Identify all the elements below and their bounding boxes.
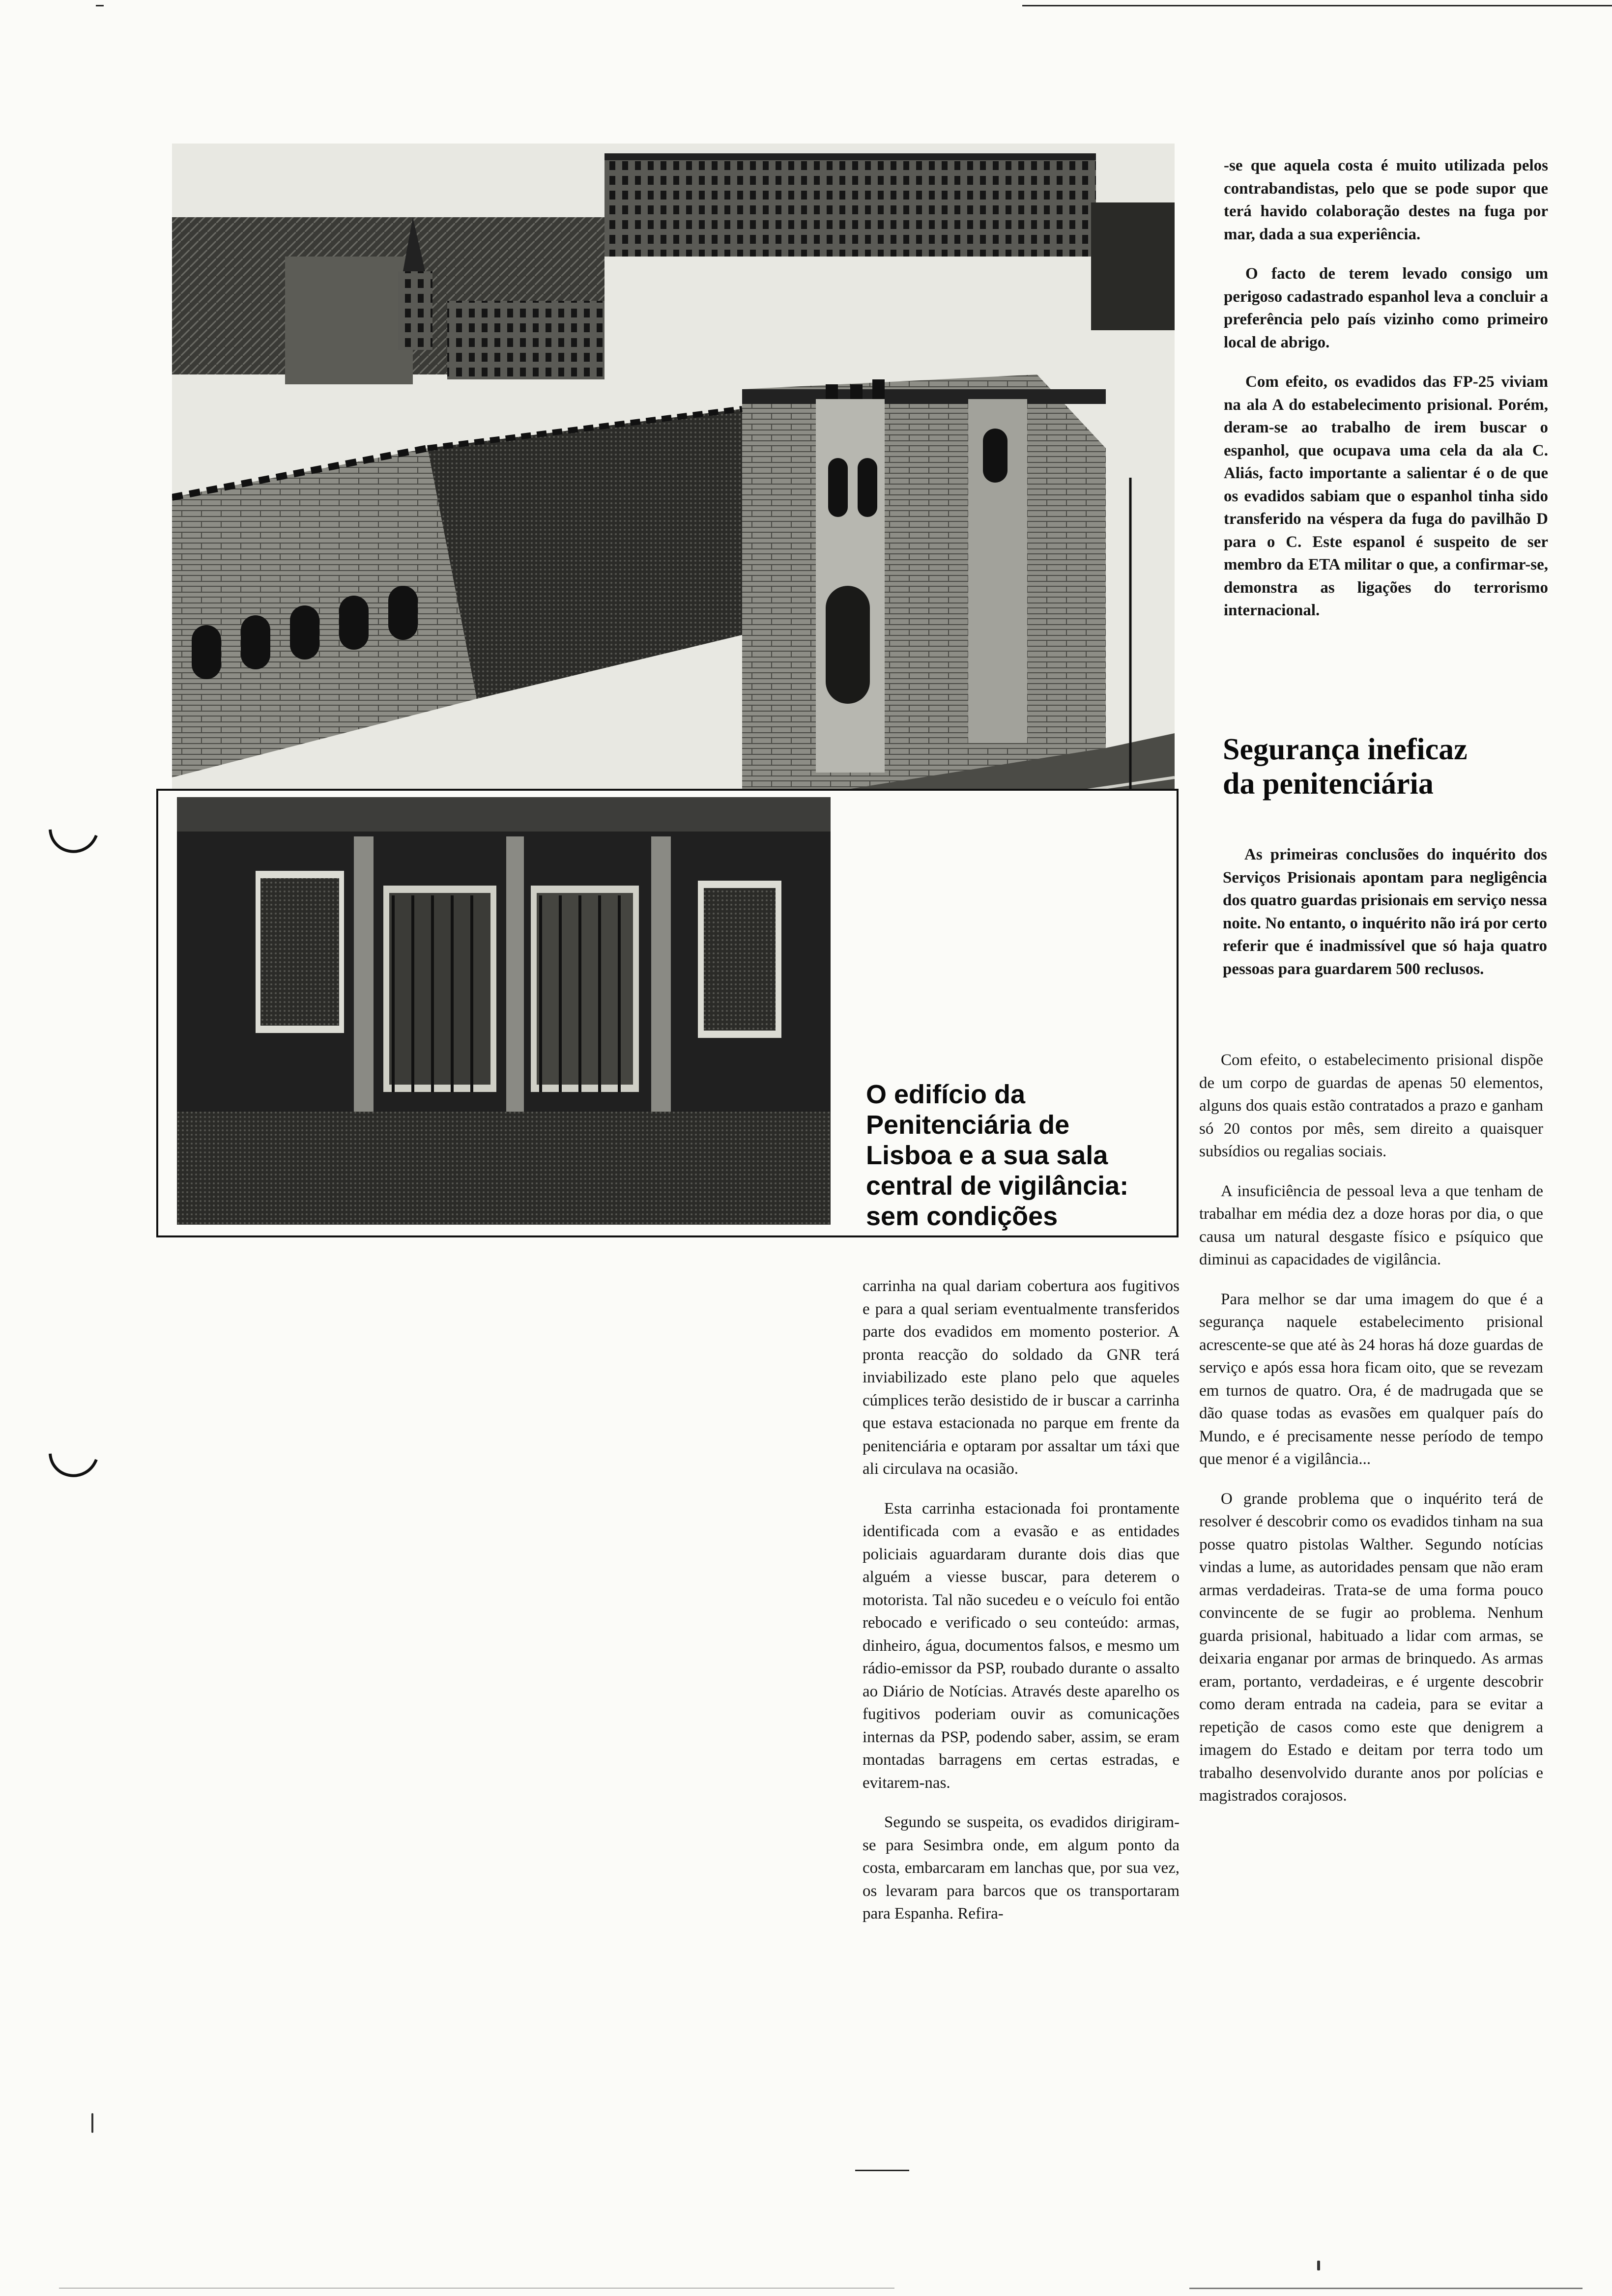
caption-line-1: O edifício da xyxy=(866,1080,1026,1109)
article-column-right-lead xyxy=(1223,843,1547,980)
section-heading-line-1: Segurança ineficaz xyxy=(1223,733,1468,766)
column-end-rule xyxy=(855,2170,909,2171)
paragraph: O facto de terem levado consigo um perigoso cadastrado espanhol leva a concluir a preferência pelo país vizinho como primeiro local de abrigo. xyxy=(1224,265,1548,351)
bottom-scan-line xyxy=(1189,2288,1583,2289)
paragraph: -se que aquela costa é muito utilizada pelos contrabandistas, pelo que se pode supor que terá havido colaboração destes na fuga por mar, dada a sua experiência. xyxy=(1224,157,1548,243)
top-rule xyxy=(1022,5,1612,6)
paragraph: Esta carrinha estacionada foi prontamente identificada com a evasão e as entidades policiais aguardaram durante dois dias que alguém a viesse buscar, para deterem o motorista. Tal não sucedeu e o veículo foi então rebocado e verificado o seu conteúdo: armas, dinheiro, água, documentos falsos, e mesmo um rádio-emissor da PSP, roubado durante o assalto ao Diário de Notícias. Através deste aparelho os fugitivos poderiam ouvir as comunicações internas da PSP, podendo saber, assim, se eram montadas barragens em certas estradas, e evitarem-nas. xyxy=(863,1499,1180,1792)
binder-hole-mark-lower xyxy=(47,1450,101,1489)
binder-hole-mark-upper xyxy=(47,826,101,865)
caption-line-5: sem condições xyxy=(866,1202,1058,1231)
section-heading-line-2: da penitenciária xyxy=(1223,767,1434,801)
paragraph: Com efeito, o estabelecimento prisional dispõe de um corpo de guardas de apenas 50 elementos, alguns dos quais estão contratados a prazo e ganham só 20 contos por mês, sem direito a quaisquer subsídios ou regalias sociais. xyxy=(1199,1051,1543,1160)
caption-line-4: central de vigilância: xyxy=(866,1171,1129,1201)
article-column-middle xyxy=(863,1275,1180,1925)
article-column-right-top xyxy=(1224,154,1548,622)
top-tick xyxy=(96,5,104,6)
scan-speck xyxy=(91,2113,93,2133)
scan-speck xyxy=(1317,2261,1320,2270)
caption-line-2: Penitenciária de xyxy=(866,1110,1070,1140)
section-heading xyxy=(1223,732,1567,801)
bottom-scan-line-left xyxy=(59,2288,894,2289)
photo-caption xyxy=(866,1079,1161,1232)
caption-line-3: Lisboa e a sua sala xyxy=(866,1141,1108,1170)
paragraph: Com efeito, os evadidos das FP-25 viviam na ala A do estabelecimento prisional. Porém, deram-se ao trabalho de irem buscar o espanhol, que ocupava uma cela da ala C. Aliás, facto importante a salientar é o de que os evadidos sabiam que o espanhol tinha sido transferido na véspera da fuga do pavilhão D para o C. Este espanol é suspeito de ser membro da ETA militar o que, a confirmar-se, demonstra as ligações do terrorismo internacional. xyxy=(1224,373,1548,619)
paragraph: A insuficiência de pessoal leva a que tenham de trabalhar em média dez a doze horas por dia, o que causa um natural desgaste físico e psíquico que diminui as capacidades de vigilância. xyxy=(1199,1182,1543,1268)
paragraph: carrinha na qual dariam cobertura aos fugitivos e para a qual seriam eventualmente transferidos parte dos evadidos em momento posterior. A pronta reacção do soldado da GNR terá inviabilizado este plano pelo que aqueles cúmplices terão desistido de ir buscar a carrinha que estava estacionada no parque em frente da penitenciária e optaram por assaltar um táxi que ali circulava na ocasião. xyxy=(863,1277,1180,1478)
surveillance-room-photo xyxy=(177,797,831,1225)
article-column-right-bottom xyxy=(1199,1049,1543,1808)
paragraph: O grande problema que o inquérito terá de resolver é descobrir como os evadidos tinham na sua posse quatro pistolas Walther. Segundo notícias vindas a lume, as autoridades pensam que não eram armas verdadeiras. Trata-se de uma forma pouco convincente de se fugir ao problema. Nenhum guarda prisional, habituado a lidar com armas, se deixaria enganar por armas de brinquedo. As armas eram, portanto, verdadeiras, e é urgente descobrir como deram entrada na cadeia, para se evitar a repetição de casos como este que denigrem a imagem do Estado e deitam por terra todo um trabalho desenvolvido durante anos por polícias e magistrados corajosos. xyxy=(1199,1490,1543,1805)
paragraph: Segundo se suspeita, os evadidos dirigiram-se para Sesimbra onde, em algum ponto da costa, embarcaram em lanchas que, por sua vez, os levaram para barcos que os transportaram para Espanha. Refira- xyxy=(863,1813,1180,1923)
paragraph: As primeiras conclusões do inquérito dos Serviços Prisionais apontam para negligência dos quatro guardas prisionais em serviço nessa noite. No entanto, o inquérito não irá por certo referir que é inadmissível que só haja quatro pessoas para guardarem 500 reclusos. xyxy=(1223,846,1547,978)
paragraph: Para melhor se dar uma imagem do que é a segurança naquele estabelecimento prisional acrescente-se que até às 24 horas há doze guardas de serviço e após essa hora ficam oito, que se revezam em turnos de quatro. Ora, é de madrugada que se dão quase todas as evasões em qualquer país do Mundo, e é precisamente nesse período de tempo que menor é a vigilância... xyxy=(1199,1290,1543,1468)
